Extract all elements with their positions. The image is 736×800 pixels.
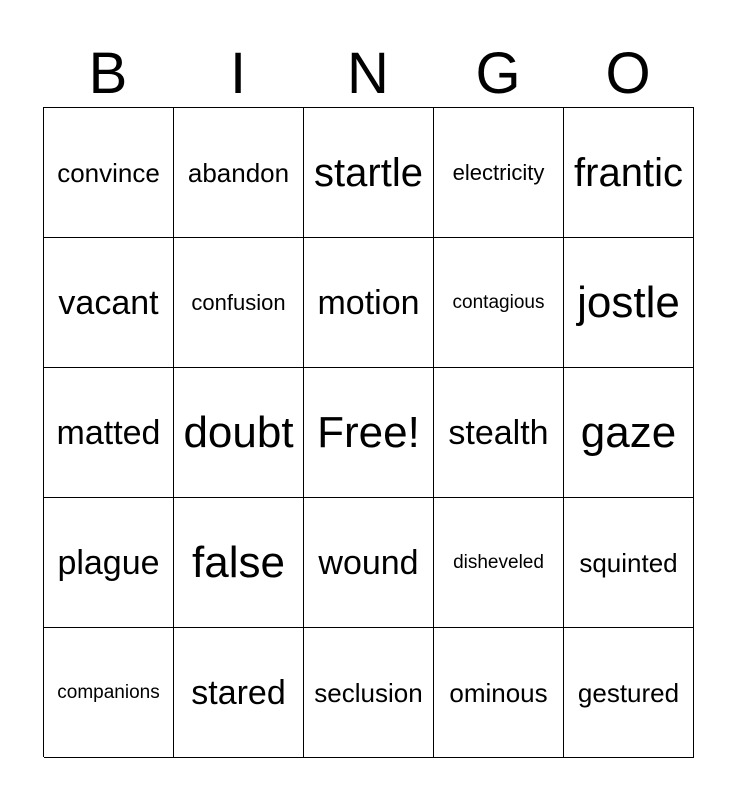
header-letter-b: B: [88, 41, 128, 106]
bingo-cell: matted: [44, 368, 174, 498]
bingo-cell: gaze: [564, 368, 694, 498]
bingo-cell: plague: [44, 498, 174, 628]
bingo-cell: confusion: [174, 238, 304, 368]
header-letter-n: N: [347, 41, 389, 106]
free-space-cell: Free!: [304, 368, 434, 498]
bingo-cell: contagious: [434, 238, 564, 368]
bingo-cell: squinted: [564, 498, 694, 628]
bingo-cell: abandon: [174, 108, 304, 238]
header-letter-o: O: [605, 41, 651, 106]
header-letter-i: I: [229, 41, 247, 106]
bingo-cell: jostle: [564, 238, 694, 368]
bingo-cell: gestured: [564, 628, 694, 758]
bingo-header: [43, 41, 693, 106]
bingo-cell: companions: [44, 628, 174, 758]
bingo-cell: electricity: [434, 108, 564, 238]
bingo-cell: stared: [174, 628, 304, 758]
bingo-cell: false: [174, 498, 304, 628]
bingo-cell: doubt: [174, 368, 304, 498]
bingo-cell: ominous: [434, 628, 564, 758]
header-letter-g: G: [475, 41, 521, 106]
bingo-cell: seclusion: [304, 628, 434, 758]
bingo-cell: motion: [304, 238, 434, 368]
bingo-cell: disheveled: [434, 498, 564, 628]
bingo-cell: frantic: [564, 108, 694, 238]
bingo-cell: wound: [304, 498, 434, 628]
bingo-cell: stealth: [434, 368, 564, 498]
bingo-grid: [43, 107, 694, 757]
bingo-cell: vacant: [44, 238, 174, 368]
bingo-cell: convince: [44, 108, 174, 238]
bingo-cell: startle: [304, 108, 434, 238]
